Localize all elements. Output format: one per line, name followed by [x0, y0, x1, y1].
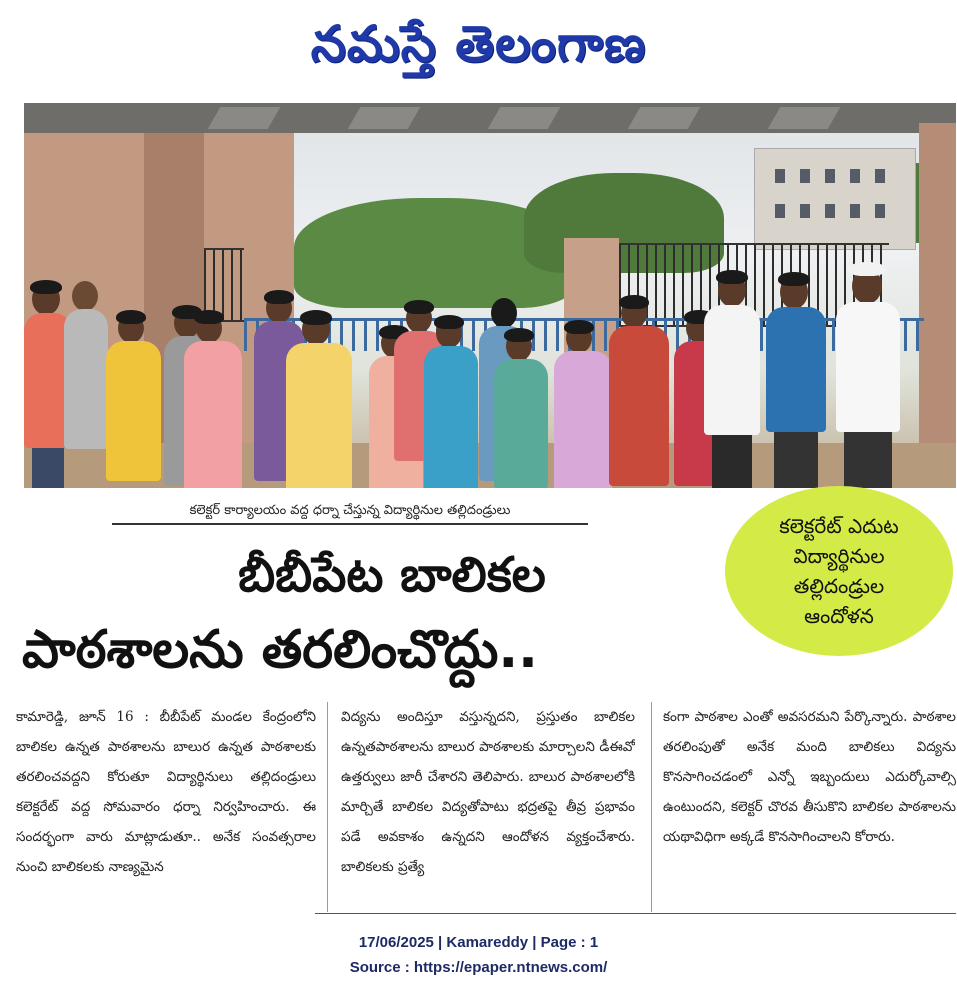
headline-line-2: పాఠశాలను తరలించొద్దు..	[22, 620, 538, 680]
masthead	[0, 0, 957, 100]
photo-caption: కలెక్టర్ కార్యాలయం వద్ద ధర్నా చేస్తున్న విద్యార్థినుల తల్లిదండ్రులు	[112, 499, 588, 525]
article-text: కంగా పాఠశాల ఎంతో అవసరమని పేర్కొన్నారు. పాఠశాల తరలింపుతో అనేక మంది బాలికలు విద్యను కొనసాగించడంలో ఎన్నో ఇబ్బందులు ఎదుర్కోవాల్సి ఉంటుందని, కలెక్టర్ చొరవ తీసుకొని బాలికల పాఠశాలను యథావిధిగా అక్కడే కొనసాగించాలని కోరారు.	[663, 709, 956, 845]
column-divider	[651, 702, 652, 912]
subheadline-line: తల్లిదండ్రుల	[793, 574, 885, 598]
article-column-1	[16, 702, 316, 912]
column-divider	[327, 702, 328, 912]
subheadline-line: కలెక్టరేట్ ఎదుట	[779, 514, 899, 538]
footer-source: Source : https://epaper.ntnews.com/	[349, 959, 608, 976]
photo-gate-canopy	[24, 103, 956, 133]
article-text: విద్యను అందిస్తూ వస్తున్నదని, ప్రస్తుతం బాలికల ఉన్నతపాఠశాలను బాలుర పాఠశాలకు మార్చాలని డీఈవో ఉత్తర్వులు జారీ చేశారని తెలిపారు. బాలుర పాఠశాలలోకి మార్చితే బాలికల విద్యతోపాటు భద్రతపై తీవ్ర ప్రభావం పడే అవకాశం ఉన్నదని ఆందోళన వ్యక్తంచేశారు. బాలికలకు ప్రత్యే	[341, 709, 635, 875]
subheadline-circle	[725, 486, 953, 656]
newspaper-logo-title: నమస్తే తెలంగాణ	[310, 14, 647, 73]
footer-date-page: 17/06/2025 | Kamareddy | Page : 1	[358, 934, 599, 951]
footer	[0, 930, 957, 980]
subheadline-line: విద్యార్థినుల	[793, 544, 885, 568]
subheadline-line: ఆందోళన	[804, 604, 874, 628]
article-text: కామారెడ్డి, జూన్ 16 : బీబీపేట్ మండల కేంద్రంలోని బాలికల ఉన్నత పాఠశాలను బాలుర ఉన్నత పాఠశాలకు తరలించవద్దని కోరుతూ విద్యార్థినులు తల్లిదండ్రులు కలెక్టరేట్ వద్ద సోమవారం ధర్నా నిర్వహించారు. ఈ సందర్భంగా వారు మాట్లాడుతూ.. అనేక సంవత్సరాల నుంచి బాలికలకు నాణ్యమైన	[16, 709, 316, 875]
headline	[22, 540, 722, 690]
photo-building	[754, 148, 916, 250]
headline-line-1: బీబీపేట బాలికల	[238, 547, 546, 603]
bottom-rule	[315, 913, 956, 914]
article-column-3	[663, 702, 956, 912]
article-column-2	[341, 702, 635, 912]
news-photo	[24, 103, 956, 488]
